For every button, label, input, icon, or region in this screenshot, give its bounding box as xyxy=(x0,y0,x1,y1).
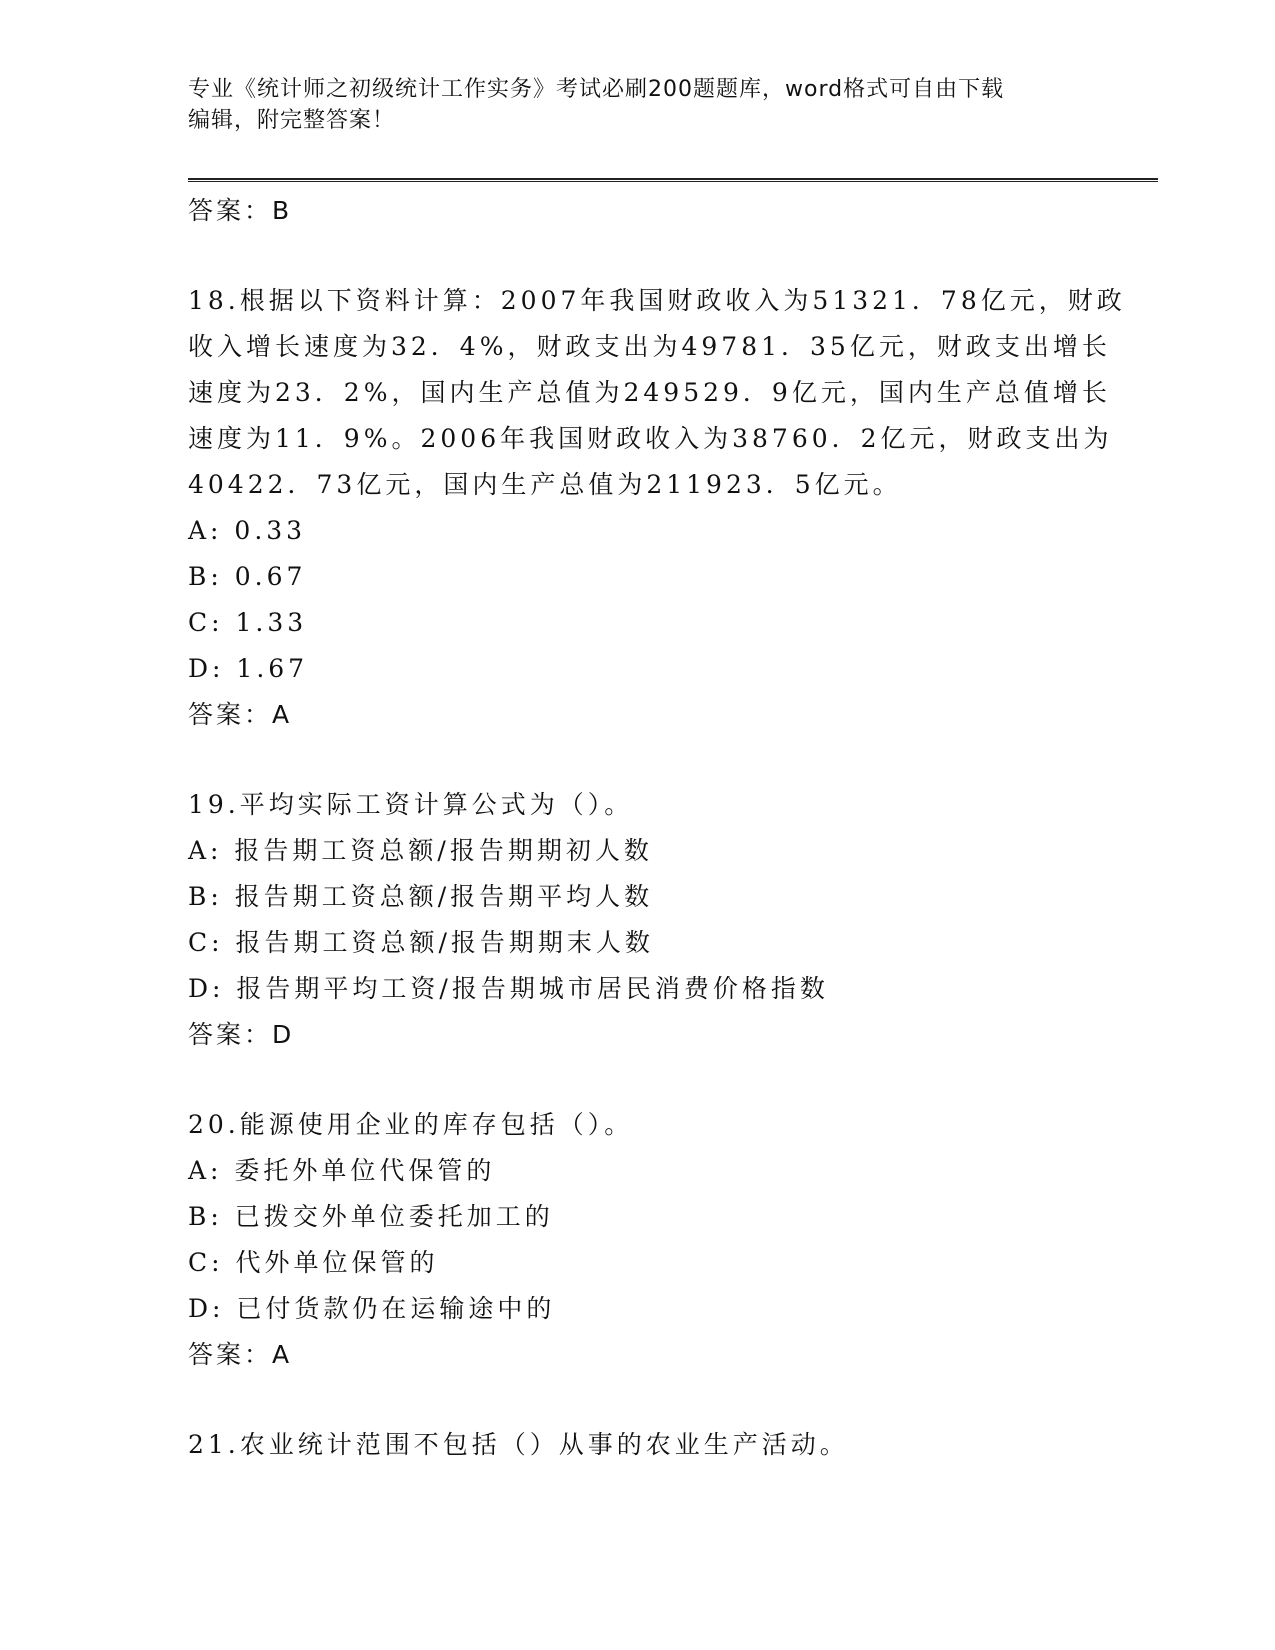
header-divider xyxy=(188,178,1158,182)
question-19 xyxy=(188,782,1088,1058)
question-19-option-c: C: 报告期工资总额/报告期期末人数 xyxy=(188,928,654,957)
question-18-option-c: C: 1.33 xyxy=(188,608,308,637)
header-line-1: 专业《统计师之初级统计工作实务》考试必刷200题题库，word格式可自由下载 xyxy=(188,77,1005,102)
question-18 xyxy=(188,278,1126,738)
answer-q18: 答案：A xyxy=(188,700,293,729)
spacer xyxy=(188,738,1088,782)
question-18-text-line-4: 速度为11．9%。2006年我国财政收入为38760．2亿元，财政支出为 xyxy=(188,424,1113,453)
question-19-option-a: A: 报告期工资总额/报告期期初人数 xyxy=(188,836,653,865)
question-20 xyxy=(188,1102,1088,1378)
question-18-option-a: A: 0.33 xyxy=(188,516,307,545)
question-21-text: 21.农业统计范围不包括（）从事的农业生产活动。 xyxy=(188,1430,849,1459)
question-19-text: 19.平均实际工资计算公式为（）。 xyxy=(188,790,634,819)
question-20-option-a: A: 委托外单位代保管的 xyxy=(188,1156,496,1185)
question-21 xyxy=(188,1422,1088,1468)
question-20-option-b: B: 已拨交外单位委托加工的 xyxy=(188,1202,554,1231)
question-19-option-b: B: 报告期工资总额/报告期平均人数 xyxy=(188,882,654,911)
answer-q17: 答案：B xyxy=(188,196,293,225)
question-20-option-d: D: 已付货款仍在运输途中的 xyxy=(188,1294,556,1323)
document-body xyxy=(188,188,1126,1468)
header-line-2: 编辑，附完整答案！ xyxy=(188,108,396,133)
spacer xyxy=(188,234,1088,278)
answer-q20: 答案：A xyxy=(188,1340,293,1369)
question-18-option-d: D: 1.67 xyxy=(188,654,309,683)
question-18-text-line-2: 收入增长速度为32．4%，财政支出为49781．35亿元，财政支出增长 xyxy=(188,332,1111,361)
spacer xyxy=(188,1058,1088,1102)
question-20-text: 20.能源使用企业的库存包括（）。 xyxy=(188,1110,634,1139)
question-18-text-line-5: 40422．73亿元，国内生产总值为211923．5亿元。 xyxy=(188,470,902,499)
question-18-option-b: B: 0.67 xyxy=(188,562,307,591)
question-18-text-line-3: 速度为23．2%，国内生产总值为249529．9亿元，国内生产总值增长 xyxy=(188,378,1111,407)
question-18-text-line-1: 18.根据以下资料计算：2007年我国财政收入为51321．78亿元，财政 xyxy=(188,286,1126,315)
spacer xyxy=(188,1378,1088,1422)
answer-q19: 答案：D xyxy=(188,1020,295,1049)
question-20-option-c: C: 代外单位保管的 xyxy=(188,1248,439,1277)
document-header xyxy=(188,74,1088,136)
question-19-option-d: D: 报告期平均工资/报告期城市居民消费价格指数 xyxy=(188,974,829,1003)
